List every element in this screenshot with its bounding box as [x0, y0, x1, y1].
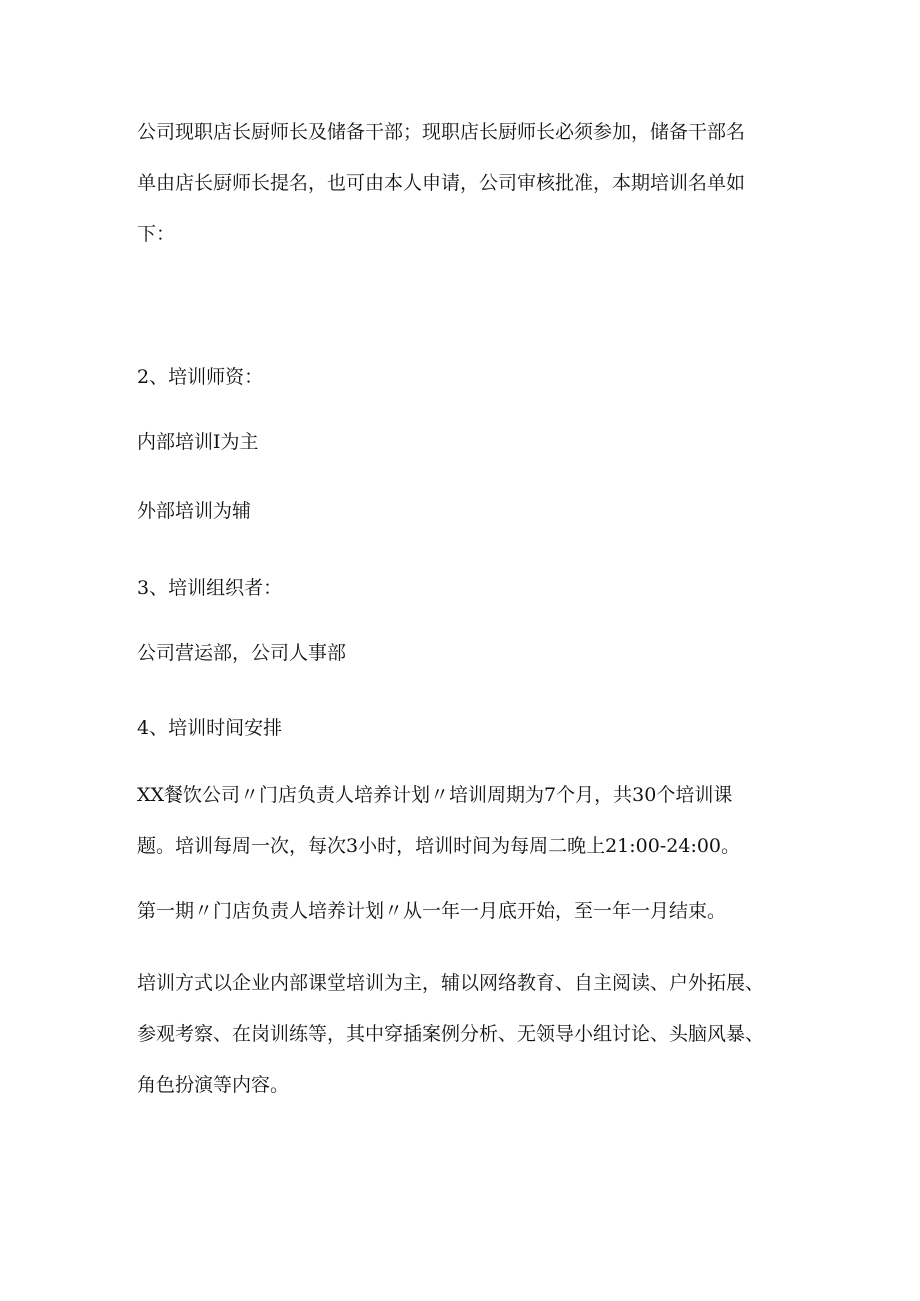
intro-line-2: 单由店长厨师长提名，也可由本人申请，公司审核批准，本期培训名单如 [137, 172, 746, 194]
schedule-line-1: XX餐饮公司〃门店负责人培养计划〃培训周期为7个月，共30个培训课 [137, 784, 733, 806]
trainers-external: 外部培训为辅 [137, 500, 252, 522]
intro-line-3: 下： [137, 223, 176, 245]
organizers-heading: 3、培训组织者： [137, 577, 283, 599]
intro-line-1: 公司现职店长厨师长及储备干部；现职店长厨师长必须参加，储备干部名 [137, 121, 746, 143]
method-line-2: 参观考察、在岗训练等，其中穿插案例分析、无领导小组讨论、头脑风暴、 [137, 1023, 765, 1045]
method-paragraph [137, 958, 797, 1111]
method-line-3: 角色扮演等内容。 [137, 1074, 290, 1096]
organizers-value: 公司营运部，公司人事部 [137, 642, 347, 664]
trainers-internal: 内部培训Ⅰ为主 [137, 431, 259, 453]
schedule-paragraph [137, 770, 797, 872]
method-line-1: 培训方式以企业内部课堂培训为主，辅以网络教育、自主阅读、户外拓展、 [137, 972, 765, 994]
first-period-paragraph: 第一期〃门店负责人培养计划〃从一年一月底开始，至一年一月结束。 [137, 900, 727, 922]
schedule-heading: 4、培训时间安排 [137, 717, 283, 739]
trainers-heading: 2、培训师资： [137, 366, 264, 388]
intro-paragraph [137, 107, 797, 260]
schedule-line-2: 题。培训每周一次，每次3小时，培训时间为每周二晚上21:00-24:00。 [137, 835, 741, 857]
